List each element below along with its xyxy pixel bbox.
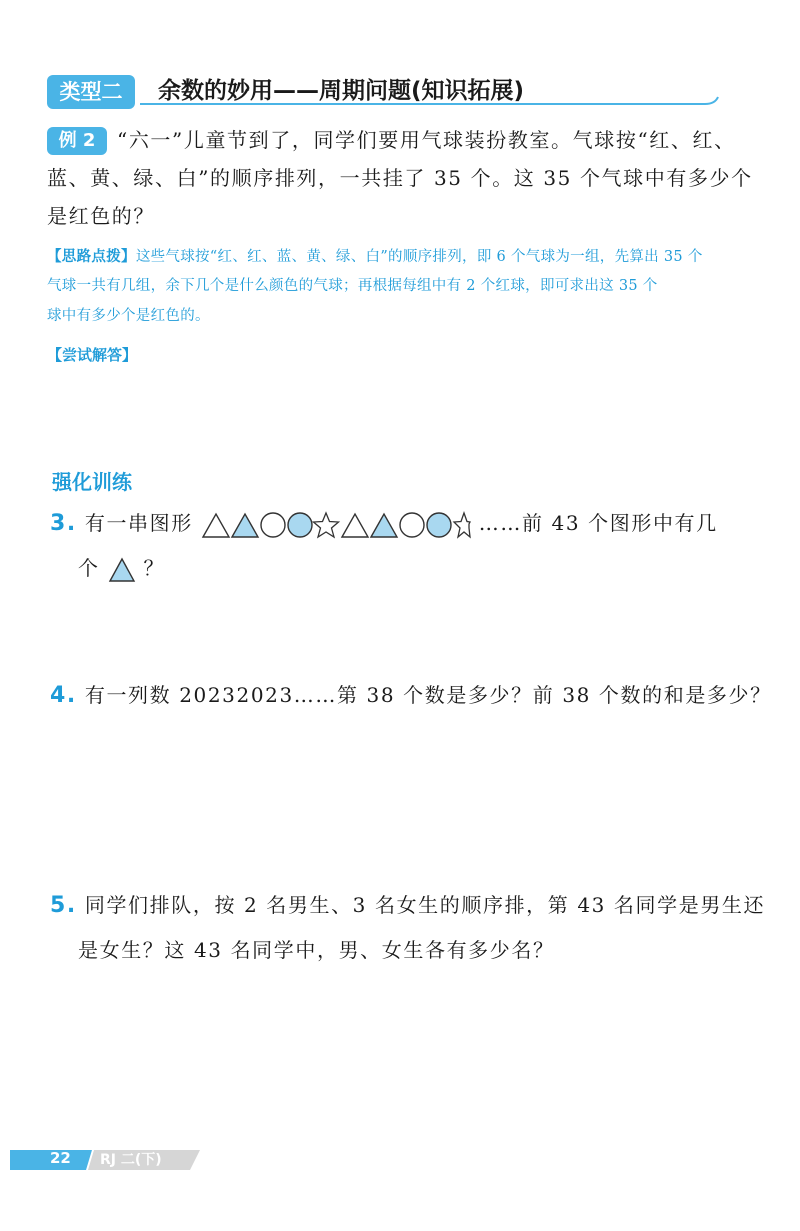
triangle-outline-icon xyxy=(342,514,368,537)
triangle-filled-icon xyxy=(108,557,136,583)
section-title: 余数的妙用——周期问题(知识拓展) xyxy=(158,78,525,104)
question-text: ？ xyxy=(143,556,166,580)
hint-line: 气球一共有几组，余下几个是什么颜色的气球；再根据每组中有 2 个红球，即可求出这 35 个 xyxy=(47,278,658,294)
try-answer-label: 【尝试解答】 xyxy=(47,346,138,364)
triangle-outline-icon xyxy=(203,514,229,537)
question-text: 个 xyxy=(78,556,100,580)
shape-sequence xyxy=(201,511,471,539)
type-badge: 类型二 xyxy=(47,75,135,109)
question-text: 有一串图形 xyxy=(84,511,193,535)
example-badge: 例 2 xyxy=(47,127,107,155)
circle-filled-icon xyxy=(427,513,451,537)
question-5 xyxy=(50,887,765,924)
question-3-line-2 xyxy=(78,550,165,586)
example-text-line: 是红色的？ xyxy=(47,204,155,228)
question-5-line-2: 是女生？这 43 名同学中，男、女生各有多少名？ xyxy=(78,938,555,962)
hint-tag: 【思路点拨】 xyxy=(47,249,136,265)
question-text: 同学们排队，按 2 名男生、3 名女生的顺序排，第 43 名同学是男生还 xyxy=(84,893,766,917)
question-text: 有一列数 20232023……第 38 个数是多少？前 38 个数的和是多少？ xyxy=(84,683,772,707)
edition-label: RJ 二(下) xyxy=(100,1152,162,1168)
hint-line: 球中有多少个是红色的。 xyxy=(47,308,210,324)
question-text: ……前 43 个图形中有几 xyxy=(478,511,718,535)
example-text-line: “六一”儿童节到了，同学们要用气球装扮教室。气球按“红、红、 xyxy=(117,128,736,152)
star-outline-icon xyxy=(454,513,470,537)
question-number: 4. xyxy=(50,683,77,708)
hint-line xyxy=(47,241,703,273)
question-3 xyxy=(50,505,718,542)
hint-text: 这些气球按“红、红、蓝、黄、绿、白”的顺序排列，即 6 个气球为一组，先算出 35 个 xyxy=(135,249,703,265)
triangle-filled-icon xyxy=(232,514,258,537)
question-4 xyxy=(50,677,772,714)
title-underline xyxy=(140,96,720,108)
circle-outline-icon xyxy=(400,513,424,537)
question-number: 3. xyxy=(50,511,77,536)
page-number: 22 xyxy=(50,1149,71,1167)
example-text-line: 蓝、黄、绿、白”的顺序排列，一共挂了 35 个。这 35 个气球中有多少个 xyxy=(47,166,753,190)
star-outline-icon xyxy=(313,513,338,537)
triangle-filled-icon xyxy=(371,514,397,537)
circle-filled-icon xyxy=(288,513,312,537)
question-number: 5. xyxy=(50,893,77,918)
drill-title: 强化训练 xyxy=(52,470,132,494)
circle-outline-icon xyxy=(261,513,285,537)
